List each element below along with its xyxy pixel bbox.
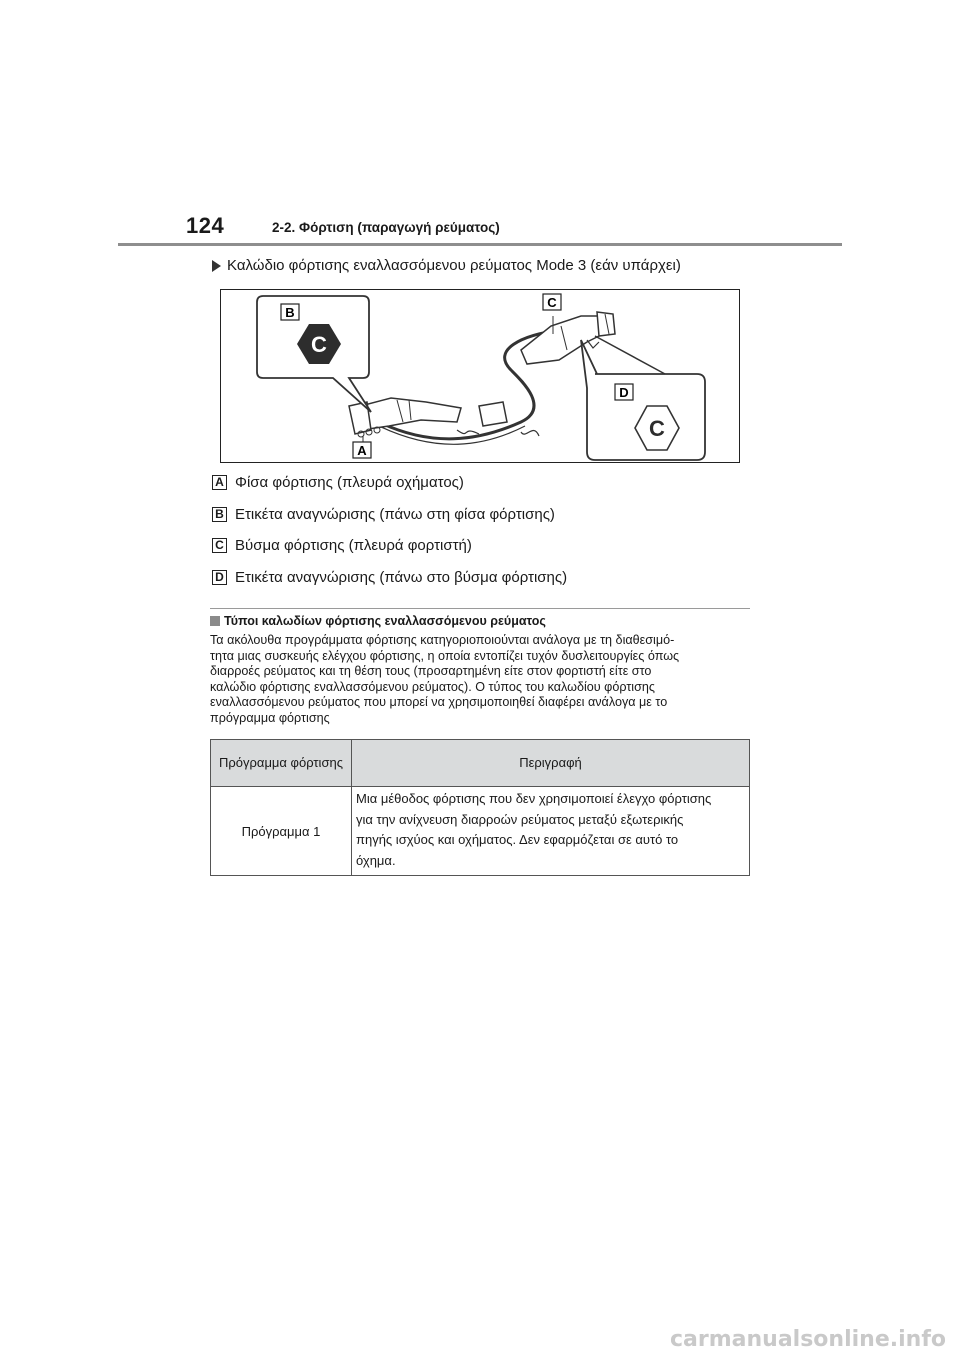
callout-c [543, 294, 561, 310]
paragraph-line: εναλλασσόμενου ρεύματος που μπορεί να χρησιμοποιηθεί διαφέρει ανάλογα με το [210, 695, 668, 710]
paragraph-line: καλώδιο φόρτισης εναλλασσόμενου ρεύματος). Ο τύπος του καλωδίου φόρτισης [210, 679, 655, 694]
subsection-heading [210, 614, 546, 628]
table-header-row [211, 740, 750, 787]
description-line: για την ανίχνευση διαρροών ρεύματος μεταξύ εξωτερικής [356, 811, 684, 827]
paragraph-line: πρόγραμμα φόρτισης [210, 710, 330, 725]
svg-text:B: B [285, 305, 295, 320]
legend-item-d [212, 569, 567, 586]
subsection-title: Τύποι καλωδίων φόρτισης εναλλασσόμενου ρεύματος [224, 614, 546, 628]
legend-text-c: Βύσμα φόρτισης (πλευρά φορτιστή) [235, 537, 472, 554]
legend-letter-c: C [212, 538, 227, 553]
control-box-shape [479, 402, 507, 426]
description-line: όχημα. [356, 852, 396, 868]
item-heading [212, 257, 681, 274]
table-row [211, 787, 750, 876]
page-number: 124 [186, 213, 225, 238]
legend-item-c [212, 537, 472, 554]
legend-text-d: Ετικέτα αναγνώρισης (πάνω στο βύσμα φόρτισης) [235, 569, 568, 586]
legend-text-b: Ετικέτα αναγνώρισης (πάνω στη φίσα φόρτισης) [235, 506, 555, 523]
legend-item-b [212, 506, 555, 523]
charging-cable-illustration [221, 290, 741, 464]
legend-letter-a: A [212, 475, 227, 490]
hex-label-b: C [311, 332, 327, 357]
header-description: Περιγραφή [352, 740, 750, 787]
square-bullet-icon [210, 616, 220, 626]
paragraph-line: διαρροές ρεύματος και τη θέση τους (προσαρτημένη είτε στον φορτιστή είτε στο [210, 664, 652, 679]
legend-text-a: Φίσα φόρτισης (πλευρά οχήματος) [235, 474, 464, 491]
triangle-bullet-icon [212, 260, 221, 272]
header-divider [118, 243, 842, 246]
callout-a [353, 442, 371, 458]
description-line: Μια μέθοδος φόρτισης που δεν χρησιμοποιεί έλεγχο φόρτισης [356, 791, 712, 806]
subsection-divider [210, 608, 750, 609]
hex-label-d: C [649, 416, 665, 441]
charger-side-plug [521, 312, 615, 364]
svg-text:C: C [547, 295, 557, 310]
paragraph-line: τητα μιας συσκευής ελέγχου φόρτισης, η οποία εντοπίζει τυχόν δυσλειτουργίες όπως [210, 648, 680, 663]
callout-d [615, 384, 633, 400]
cell-description [352, 787, 750, 876]
description-line: πηγής ισχύος και οχήματος. Δεν εφαρμόζεται σε αυτό το [356, 832, 679, 847]
label-d-balloon [581, 340, 705, 460]
legend-letter-d: D [212, 570, 227, 585]
subsection-paragraph [210, 633, 755, 727]
item-heading-text: Καλώδιο φόρτισης εναλλασσόμενου ρεύματος Mode 3 (εάν υπάρχει) [227, 257, 681, 274]
charging-cable-figure [220, 289, 740, 463]
section-title: 2-2. Φόρτιση (παραγωγή ρεύματος) [272, 220, 500, 235]
legend-item-a [212, 474, 464, 491]
legend-letter-b: B [212, 507, 227, 522]
watermark: carmanualsonline.info [670, 1327, 946, 1352]
paragraph-line: Τα ακόλουθα προγράμματα φόρτισης κατηγοριοποιούνται ανάλογα με τη διαθεσιμό- [210, 633, 675, 647]
cell-program: Πρόγραμμα 1 [211, 787, 352, 876]
charging-program-table [210, 739, 750, 876]
label-b-balloon [257, 296, 371, 412]
callout-b [281, 304, 299, 320]
svg-text:A: A [357, 443, 367, 458]
header-program: Πρόγραμμα φόρτισης [211, 740, 352, 787]
svg-text:D: D [619, 385, 629, 400]
